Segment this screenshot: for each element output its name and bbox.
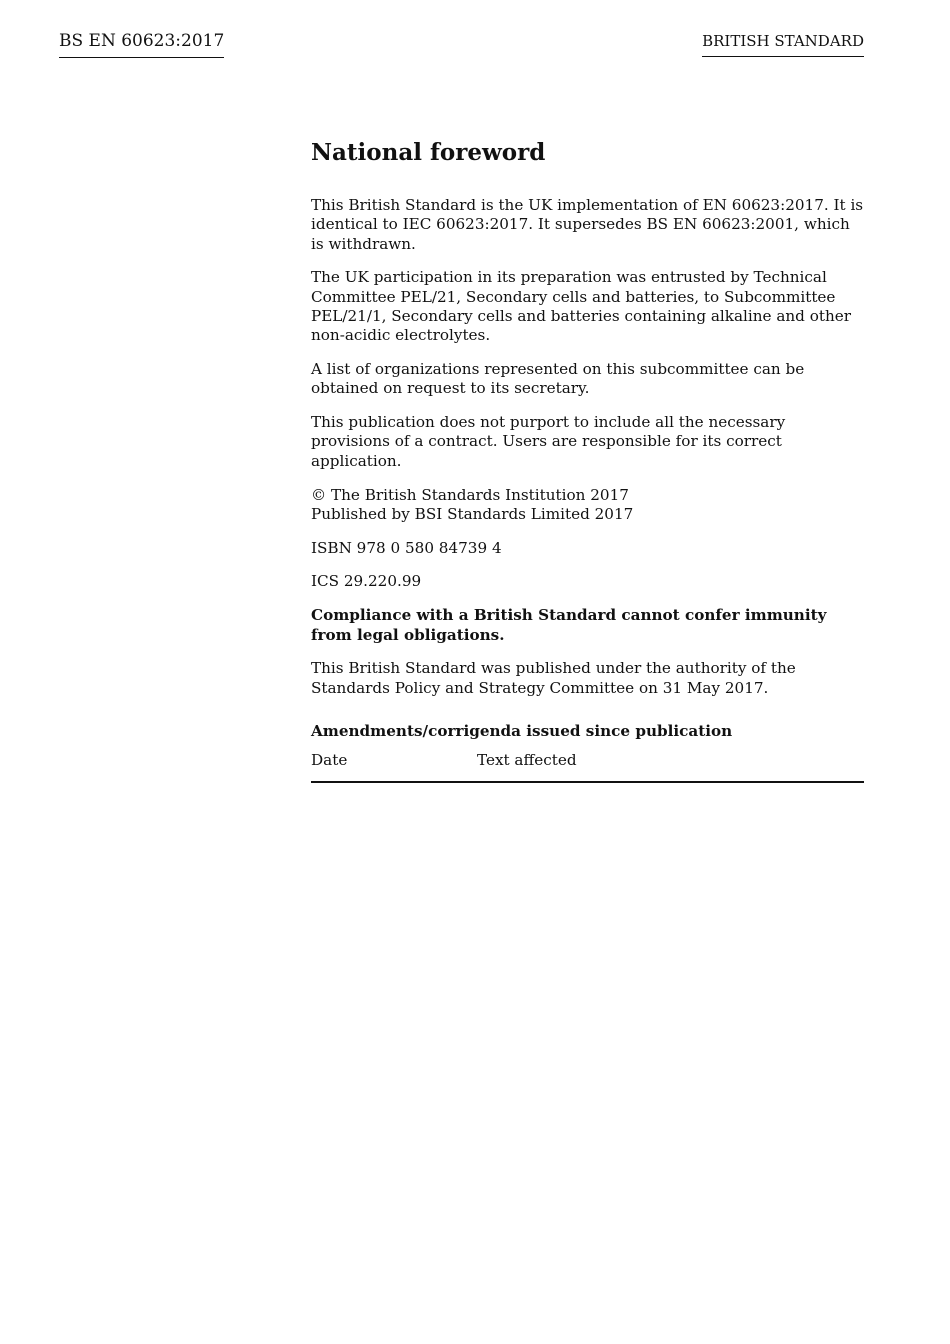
amendments-table xyxy=(311,751,864,782)
compliance-notice: Compliance with a British Standard cannot confer immunity from legal obligations. xyxy=(311,606,827,644)
document-category: BRITISH STANDARD xyxy=(702,32,864,57)
amendments-title: Amendments/corrigenda issued since publication xyxy=(311,721,733,740)
participation-paragraph: The UK participation in its preparation was entrusted by Technical Committee PEL/21, Secondary cells and batteries, to Subcommittee PEL/21/1, Secondary cells and batteries containing alkaline and other non-acidic electrolytes. xyxy=(311,268,852,345)
authority-paragraph: This British Standard was published under the authority of the Standards Policy and Strategy Committee on 31 May 2017. xyxy=(311,659,796,697)
provisions-paragraph: This publication does not purport to include all the necessary provisions of a contract. Users are responsible for its correct application. xyxy=(311,413,786,470)
document-id: BS EN 60623:2017 xyxy=(59,31,224,58)
column-header-date: Date xyxy=(311,751,348,770)
organizations-paragraph: A list of organizations represented on this subcommittee can be obtained on request to its secretary. xyxy=(311,360,805,398)
page-title: National foreword xyxy=(311,139,546,166)
column-header-text: Text affected xyxy=(477,751,577,770)
copyright-block xyxy=(311,486,864,525)
copyright-line: © The British Standards Institution 2017 xyxy=(311,485,629,504)
ics: ICS 29.220.99 xyxy=(311,572,422,591)
isbn: ISBN 978 0 580 84739 4 xyxy=(311,538,502,557)
implementation-paragraph: This British Standard is the UK implementation of EN 60623:2017. It is identical to IEC 60623:2017. It supersedes BS EN 60623:2001, which is withdrawn. xyxy=(311,196,864,253)
foreword-section xyxy=(311,138,864,783)
publisher-line: Published by BSI Standards Limited 2017 xyxy=(311,504,634,523)
